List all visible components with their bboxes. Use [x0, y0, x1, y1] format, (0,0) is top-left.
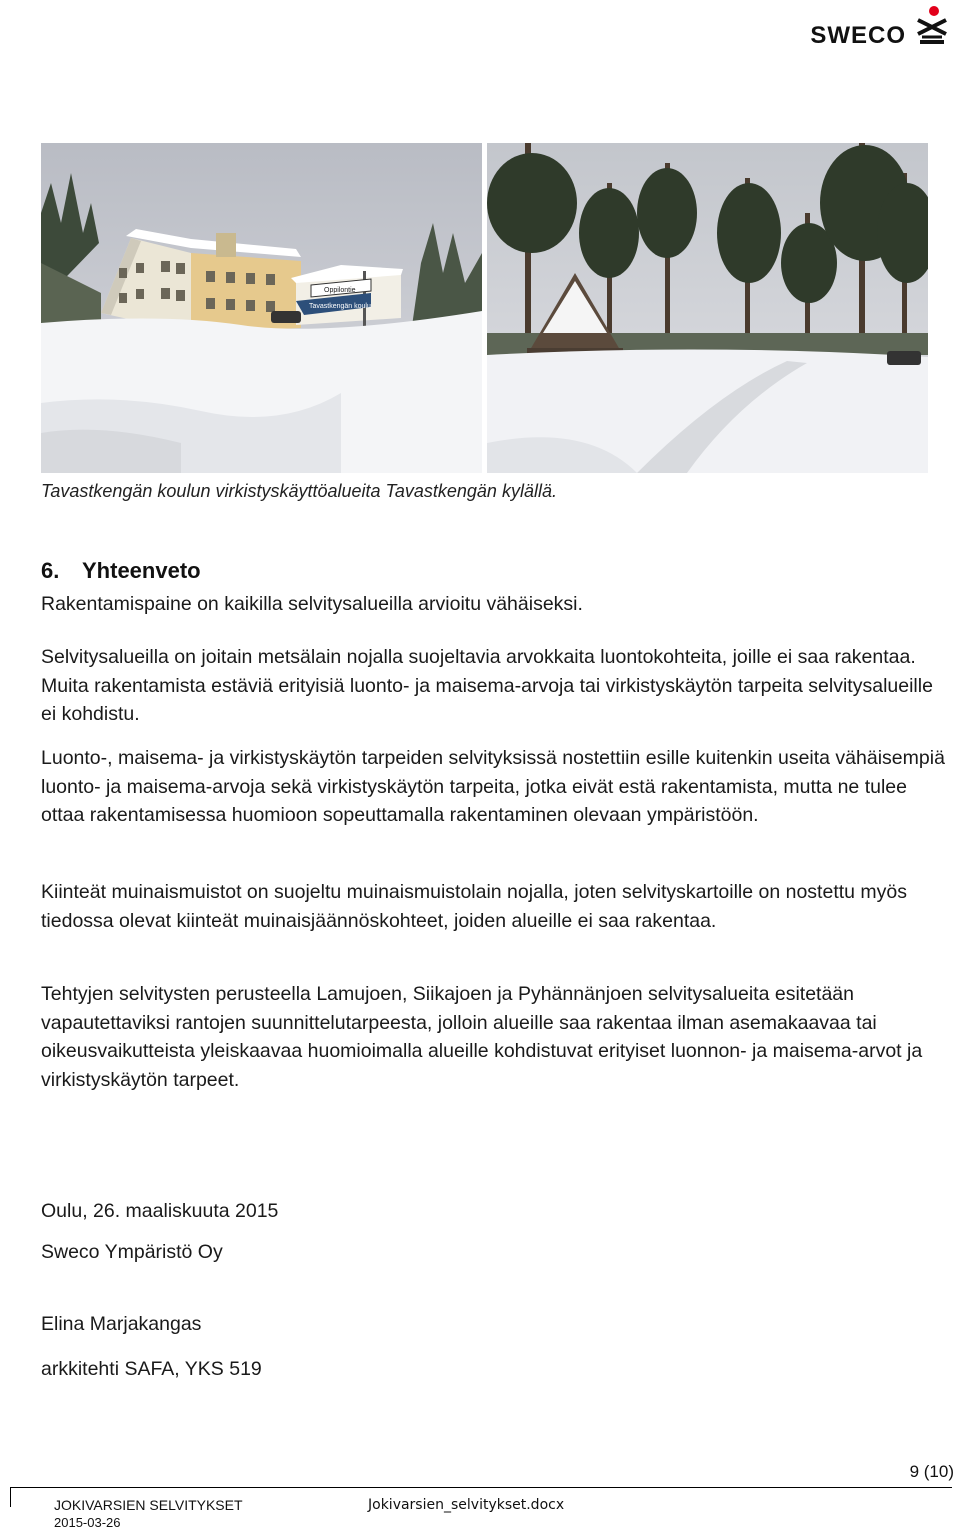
- paragraph-1-text: Rakentamispaine on kaikilla selvitysalueilla arvioitu vähäiseksi.: [41, 593, 583, 615]
- footer-filename: Jokivarsien_selvitykset.docx: [368, 1497, 565, 1513]
- signature-name: Elina Marjakangas: [41, 1313, 202, 1335]
- sweco-logo: [806, 4, 954, 48]
- paragraph-4-text: Kiinteät muinaismuistot on suojeltu muinaismuistolain nojalla, joten selvityskartoille on nostettu myös tiedossa olevat kiinteät muinaisjäännöskohteet, joiden alueille ei saa rakentaa.: [41, 881, 908, 932]
- section-number: 6.: [41, 558, 60, 583]
- paragraph-3: [41, 744, 951, 830]
- paragraph-4: [41, 878, 951, 935]
- footer-doc-title: JOKIVARSIEN SELVITYKSET: [54, 1497, 243, 1513]
- section-heading: [41, 558, 201, 584]
- paragraph-5: [41, 980, 951, 1094]
- section-title: Yhteenveto: [82, 558, 201, 583]
- photo-caption: Tavastkengän koulun virkistyskäyttöalueita Tavastkengän kylällä.: [41, 481, 557, 501]
- footer-divider-tick: [10, 1487, 11, 1507]
- paragraph-2: [41, 643, 951, 729]
- logo-wordmark: SWECO: [810, 22, 906, 49]
- paragraph-3-text: Luonto-, maisema- ja virkistyskäytön tarpeiden selvityksissä nostettiin esille kuitenkin useita vähäisempiä luonto- ja maisema-arvoja sekä virkistyskäytön tarpeita, jotka eivät estä rakentamista, mutta ne tulee ottaa rakentamisessa huomioon sopeuttamalla rakentaminen olevaan ympäristöön.: [41, 747, 945, 826]
- photo-school-building: [41, 143, 482, 473]
- paragraph-5-text: Tehtyjen selvitysten perusteella Lamujoen, Siikajoen ja Pyhännänjoen selvitysalueita esitetään vapautettaviksi rantojen suunnittelutarpeesta, jolloin alueille saa rakentaa ilman asemakaavaa tai oikeusvaikutteista yleiskaavaa huomioimalla alueille kohdistuvat erityiset luonnon- ja maisema-arvot ja virkistyskäytön tarpeet.: [41, 983, 923, 1091]
- paragraph-2-text: Selvitysalueilla on joitain metsälain nojalla suojeltavia arvokkaita luontokohteita, joille ei saa rakentaa. Muita rakentamista estäviä erityisiä luonto- ja maisema-arvoja tai virkistyskäytön tarpeita selvitysalueille ei kohdistu.: [41, 646, 933, 725]
- sign-top-text: Oppilontie: [324, 287, 356, 294]
- footer-divider: [10, 1487, 952, 1488]
- page-number: 9 (10): [909, 1462, 954, 1481]
- signature-place-date: Oulu, 26. maaliskuuta 2015: [41, 1200, 279, 1222]
- sign-bottom-text: Tavastkengän koulu: [309, 303, 371, 310]
- sweco-figure-icon: [912, 4, 952, 48]
- photo-kota-hut: [487, 143, 928, 473]
- paragraph-1: [41, 590, 951, 619]
- signature-company: Sweco Ympäristö Oy: [41, 1241, 223, 1263]
- signature-title: arkkitehti SAFA, YKS 519: [41, 1358, 262, 1380]
- footer-date: 2015-03-26: [54, 1515, 121, 1530]
